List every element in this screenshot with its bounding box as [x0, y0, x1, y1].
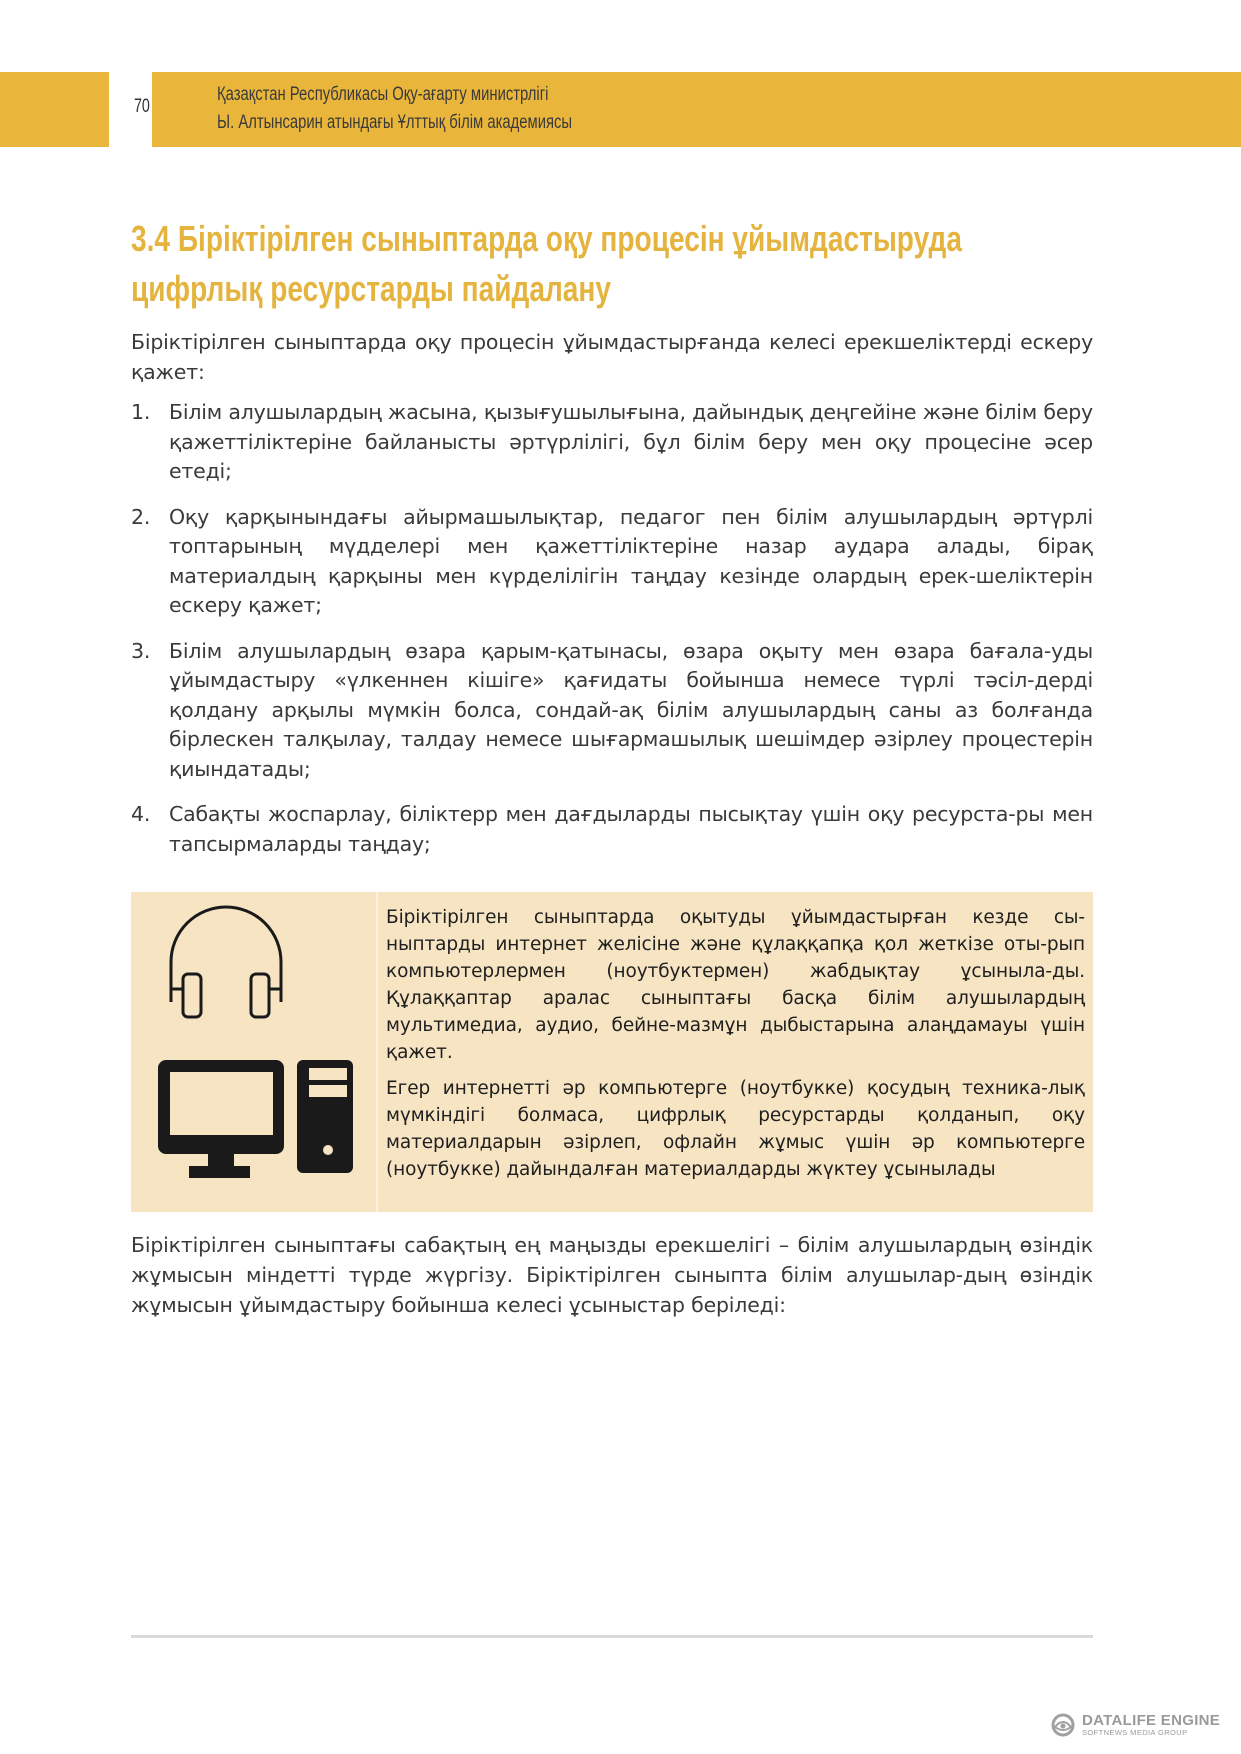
desktop-computer-icon — [158, 1060, 353, 1178]
datalife-logo-icon — [1050, 1712, 1076, 1738]
watermark — [1050, 1712, 1220, 1738]
page-number: 70 — [134, 96, 150, 117]
header-ministry: Қазақстан Республикасы Оқу-ағарту министрлігі — [217, 84, 549, 105]
list-item-text: Білім алушылардың өзара қарым-қатынасы, өзара оқыту мен өзара бағала-уды ұйымдастыру «үлкеннен кішіге» қағидаты бойынша немесе түрлі тәсіл-дерді қолдану арқылы мүмкін болса, сондай-ақ білім алушылардың саны аз болғанда бірлескен талқылау, талдау немесе шығармашылық шешімдер әзірлеу процестерін қиындатады; — [169, 638, 1093, 781]
intro-paragraph: Біріктірілген сыныптарда оқу процесін ұйымдастырғанда келесі ерекшеліктерді ескеру қажет: — [131, 330, 1093, 384]
callout-paragraph-2: Егер интернетті әр компьютерге (ноутбукке) қосудың техника-лық мүмкіндігі болмаса, цифрлық ресурстарды қолданып, оқу материалдарын әзірлеп, офлайн жұмыс үшін әр компьютерге (ноутбукке) дайындалған материалдарды жүктеу ұсынылады — [386, 1078, 1085, 1180]
list-item — [131, 800, 1093, 859]
headphones-and-desktop-computer-icon — [131, 892, 376, 1212]
callout-paragraph-1: Біріктірілген сыныптарда оқытуды ұйымдастырған кезде сы-ныптарды интернет желісіне және құлаққапқа қол жеткізе оты-рып компьютерлермен (ноутбуктермен) жабдықтау ұсыныла-ды. Құлаққаптар аралас сыныптағы басқа білім алушылардың мультимедиа, аудио, бейне-мазмұн дыбыстарына алаңдамауы үшін қажет. — [386, 907, 1085, 1063]
callout-icon-panel — [131, 892, 378, 1212]
list-item — [131, 503, 1093, 621]
list-number: 4. — [131, 802, 151, 826]
list-item-text: Білім алушылардың жасына, қызығушылығына, дайындық деңгейіне және білім беру қажеттіліктеріне байланысты әртүрлілігі, бұл білім беру мен оқу процесіне әсер етеді; — [169, 400, 1093, 483]
section-title — [131, 214, 989, 314]
list-item-text: Оқу қарқынындағы айырмашылықтар, педагог пен білім алушылардың әртүрлі топтарының мүдделері мен қажеттіліктеріне назар аудара алады, бірақ материалдың қарқыны мен күрделілігін таңдау кезінде олардың ерек-шеліктерін ескеру қажет; — [169, 504, 1093, 617]
list-item — [131, 637, 1093, 785]
section-title-line2: цифрлық ресурстарды пайдалану — [131, 268, 611, 309]
list-number: 1. — [131, 400, 151, 424]
list-number: 3. — [131, 638, 151, 663]
callout-text — [378, 892, 1093, 1212]
section-title-line1: 3.4 Біріктірілген сыныптарда оқу процесін ұйымдастыруда — [131, 218, 962, 259]
watermark-sub: SOFTNEWS MEDIA GROUP — [1082, 1728, 1188, 1737]
features-list — [131, 398, 1093, 875]
headphones-icon — [171, 907, 281, 1017]
list-item-text: Сабақты жоспарлау, біліктерр мен дағдыларды пысықтау үшін оқу ресурста-ры мен тапсырмаларды таңдау; — [169, 802, 1093, 856]
header-academy: Ы. Алтынсарин атындағы Ұлттық білім академиясы — [217, 112, 573, 133]
list-item — [131, 398, 1093, 487]
callout-box — [131, 892, 1093, 1212]
running-header — [217, 81, 572, 137]
footer-divider — [131, 1635, 1093, 1638]
header-band-left — [0, 72, 109, 147]
watermark-name: DATALIFE ENGINE — [1082, 1712, 1221, 1729]
list-number: 2. — [131, 504, 151, 529]
outro-paragraph: Біріктірілген сыныптағы сабақтың ең маңызды ерекшелігі – білім алушылардың өзіндік жұмысын міндетті түрде жүргізу. Біріктірілген сыныпта білім алушылар-дың өзіндік жұмысын ұйымдастыру бойынша келесі ұсыныстар беріледі: — [131, 1233, 1093, 1317]
